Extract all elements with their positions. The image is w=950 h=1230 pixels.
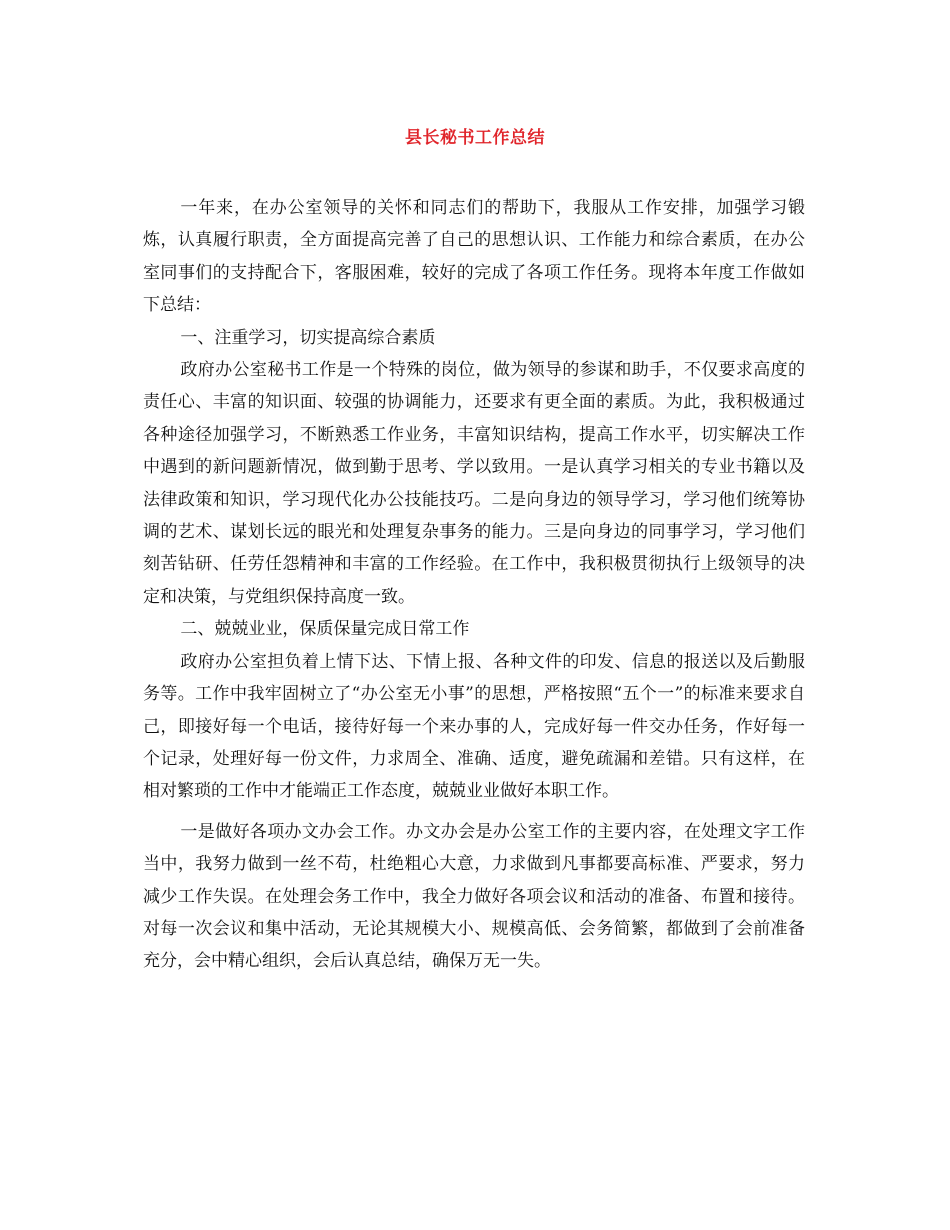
section-1-paragraph: 政府办公室秘书工作是一个特殊的岗位，做为领导的参谋和助手，不仅要求高度的责任心、丰富的知识面、较强的协调能力，还要求有更全面的素质。为此，我积极通过各种途径加强学习，不断熟悉工作业务，丰富知识结构，提高工作水平，切实解决工作中遇到的新问题新情况，做到勤于思考、学以致用。一是认真学习相关的专业书籍以及法律政策和知识，学习现代化办公技能技巧。二是向身边的领导学习，学习他们统筹协调的艺术、谋划长远的眼光和处理复杂事务的能力。三是向身边的同事学习，学习他们刻苦钻研、任劳任怨精神和丰富的工作经验。在工作中，我积极贯彻执行上级领导的决定和决策，与党组织保持高度一致。	[143, 360, 805, 607]
section-2-item-1-paragraph: 一是做好各项办文办会工作。办文办会是办公室工作的主要内容，在处理文字工作当中，我努力做到一丝不苟，杜绝粗心大意，力求做到凡事都要高标准、严要求，努力减少工作失误。在处理会务工作中，我全力做好各项会议和活动的准备、布置和接待。对每一次会议和集中活动，无论其规模大小、规模高低、会务简繁，都做到了会前准备充分，会中精心组织，会后认真总结，确保万无一失。	[143, 821, 805, 972]
intro-paragraph: 一年来，在办公室领导的关怀和同志们的帮助下，我服从工作安排，加强学习锻炼，认真履行职责，全方面提高完善了自己的思想认识、工作能力和综合素质，在办公室同事们的支持配合下，客服困难，较好的完成了各项工作任务。现将本年度工作做如下总结：	[143, 198, 805, 316]
section-heading-1: 一、注重学习，切实提高综合素质	[180, 327, 436, 348]
section-2-paragraph: 政府办公室担负着上情下达、下情上报、各种文件的印发、信息的报送以及后勤服务等。工作中我牢固树立了“办公室无小事”的思想，严格按照“五个一”的标准来要求自己，即接好每一个电话，接待好每一个来办事的人，完成好每一件交办任务，作好每一个记录，处理好每一份文件，力求周全、准确、适度，避免疏漏和差错。只有这样，在相对繁琐的工作中才能端正工作态度，兢兢业业做好本职工作。	[143, 651, 805, 802]
document-title: 县长秘书工作总结	[405, 128, 545, 148]
section-heading-2: 二、兢兢业业，保质保量完成日常工作	[180, 619, 470, 640]
document-body	[143, 192, 805, 978]
